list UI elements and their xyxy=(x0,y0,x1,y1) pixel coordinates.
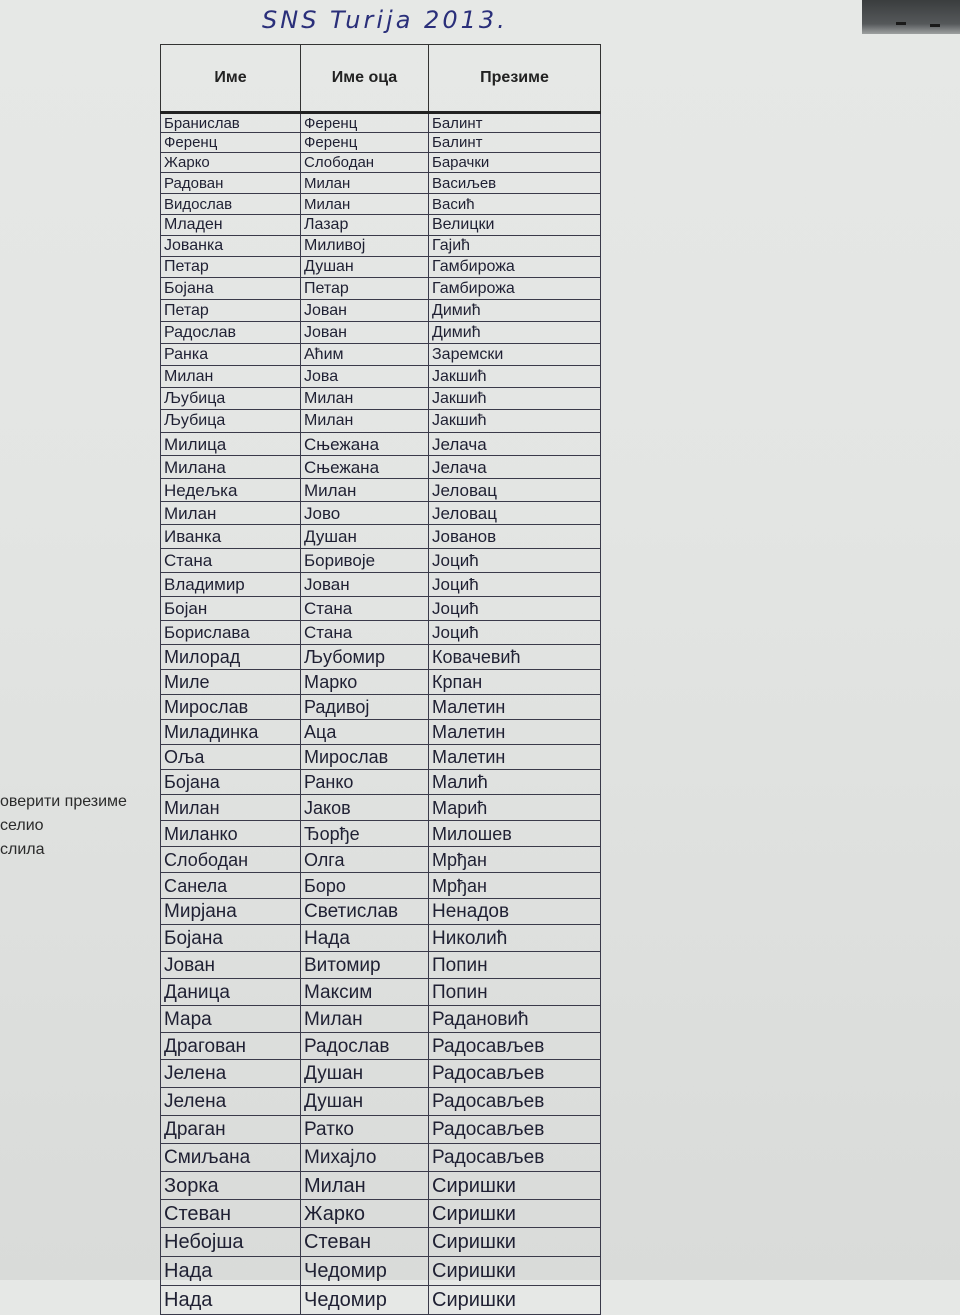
father-name-cell: Ранко xyxy=(301,770,429,795)
table-row xyxy=(161,456,601,479)
table-row xyxy=(161,1172,601,1200)
side-notes xyxy=(0,790,160,862)
father-name-cell: Лазар xyxy=(301,215,429,236)
surname-cell: Радосављев xyxy=(429,1033,601,1060)
surname-cell: Марић xyxy=(429,795,601,821)
father-name-cell: Милан xyxy=(301,194,429,215)
table-row xyxy=(161,573,601,597)
first-name-cell: Нада xyxy=(161,1257,301,1286)
first-name-cell: Љубица xyxy=(161,388,301,410)
surname-cell: Радановић xyxy=(429,1006,601,1033)
first-name-cell: Милан xyxy=(161,795,301,821)
surname-cell: Радосављев xyxy=(429,1116,601,1144)
surname-cell: Јоцић xyxy=(429,573,601,597)
first-name-cell: Бојана xyxy=(161,925,301,952)
father-name-cell: Радивој xyxy=(301,695,429,720)
father-name-cell: Стана xyxy=(301,597,429,621)
first-name-cell: Смиљана xyxy=(161,1144,301,1172)
first-name-cell: Љубица xyxy=(161,410,301,433)
father-name-cell: Чедомир xyxy=(301,1286,429,1315)
header-row xyxy=(161,45,601,113)
surname-cell: Крпан xyxy=(429,670,601,695)
table-row xyxy=(161,952,601,979)
first-name-cell: Санела xyxy=(161,873,301,899)
first-name-cell: Миланко xyxy=(161,821,301,847)
father-name-cell: Ференц xyxy=(301,133,429,153)
table-row xyxy=(161,215,601,236)
surname-cell: Јелача xyxy=(429,456,601,479)
father-name-cell: Милан xyxy=(301,410,429,433)
corner-mark xyxy=(930,24,940,27)
dark-background-corner xyxy=(862,0,960,34)
father-name-cell: Јован xyxy=(301,300,429,322)
table-row xyxy=(161,1257,601,1286)
surname-cell: Ковачевић xyxy=(429,645,601,670)
table-row xyxy=(161,621,601,645)
father-name-cell: Светислав xyxy=(301,899,429,925)
surname-cell: Сиришки xyxy=(429,1257,601,1286)
surname-cell: Јоцић xyxy=(429,621,601,645)
first-name-cell: Мирослав xyxy=(161,695,301,720)
first-name-cell: Иванка xyxy=(161,525,301,549)
table-row xyxy=(161,821,601,847)
surname-cell: Јоцић xyxy=(429,549,601,573)
father-name-cell: Душан xyxy=(301,257,429,278)
surname-cell: Гамбирожа xyxy=(429,278,601,300)
table-row xyxy=(161,847,601,873)
father-name-cell: Радослав xyxy=(301,1033,429,1060)
table-row xyxy=(161,366,601,388)
surname-cell: Сиришки xyxy=(429,1172,601,1200)
father-name-cell: Олга xyxy=(301,847,429,873)
first-name-cell: Јелена xyxy=(161,1060,301,1088)
table-row xyxy=(161,344,601,366)
father-name-cell: Нада xyxy=(301,925,429,952)
first-name-cell: Зорка xyxy=(161,1172,301,1200)
father-name-cell: Сњежана xyxy=(301,456,429,479)
father-name-cell: Душан xyxy=(301,1060,429,1088)
first-name-cell: Радован xyxy=(161,173,301,194)
table-row xyxy=(161,1144,601,1172)
table-row xyxy=(161,1006,601,1033)
first-name-cell: Бојан xyxy=(161,597,301,621)
table-row xyxy=(161,153,601,173)
table-row xyxy=(161,1200,601,1228)
surname-cell: Малетин xyxy=(429,695,601,720)
father-name-cell: Сњежана xyxy=(301,433,429,456)
surname-cell: Јоцић xyxy=(429,597,601,621)
first-name-cell: Јован xyxy=(161,952,301,979)
surname-cell: Попин xyxy=(429,979,601,1006)
column-header-father-name: Име оца xyxy=(301,45,429,113)
column-header-first-name: Име xyxy=(161,45,301,113)
father-name-cell: Милан xyxy=(301,1006,429,1033)
first-name-cell: Младен xyxy=(161,215,301,236)
surname-cell: Димић xyxy=(429,322,601,344)
table-row xyxy=(161,133,601,153)
table-row xyxy=(161,257,601,278)
first-name-cell: Милица xyxy=(161,433,301,456)
surname-cell: Попин xyxy=(429,952,601,979)
father-name-cell: Аћим xyxy=(301,344,429,366)
roster-table xyxy=(160,44,601,1315)
first-name-cell: Мирјана xyxy=(161,899,301,925)
table-row xyxy=(161,795,601,821)
surname-cell: Сиришки xyxy=(429,1228,601,1257)
table-row xyxy=(161,720,601,745)
father-name-cell: Стана xyxy=(301,621,429,645)
surname-cell: Николић xyxy=(429,925,601,952)
father-name-cell: Стеван xyxy=(301,1228,429,1257)
first-name-cell: Небојша xyxy=(161,1228,301,1257)
table-row xyxy=(161,173,601,194)
first-name-cell: Милана xyxy=(161,456,301,479)
first-name-cell: Радослав xyxy=(161,322,301,344)
table-row xyxy=(161,873,601,899)
father-name-cell: Боривоје xyxy=(301,549,429,573)
father-name-cell: Јован xyxy=(301,573,429,597)
roster-body xyxy=(161,113,601,1315)
first-name-cell: Бојана xyxy=(161,278,301,300)
surname-cell: Сиришки xyxy=(429,1286,601,1315)
table-row xyxy=(161,597,601,621)
table-row xyxy=(161,410,601,433)
table-row xyxy=(161,899,601,925)
corner-mark xyxy=(896,22,906,25)
first-name-cell: Бранислав xyxy=(161,113,301,133)
first-name-cell: Ференц xyxy=(161,133,301,153)
father-name-cell: Мирослав xyxy=(301,745,429,770)
side-note: селио xyxy=(0,817,44,834)
table-row xyxy=(161,745,601,770)
surname-cell: Мрђан xyxy=(429,847,601,873)
surname-cell: Ненадов xyxy=(429,899,601,925)
father-name-cell: Михајло xyxy=(301,1144,429,1172)
first-name-cell: Миладинка xyxy=(161,720,301,745)
first-name-cell: Владимир xyxy=(161,573,301,597)
surname-cell: Велицки xyxy=(429,215,601,236)
first-name-cell: Стана xyxy=(161,549,301,573)
father-name-cell: Ратко xyxy=(301,1116,429,1144)
table-row xyxy=(161,1116,601,1144)
table-row xyxy=(161,388,601,410)
father-name-cell: Душан xyxy=(301,1088,429,1116)
father-name-cell: Милан xyxy=(301,479,429,502)
first-name-cell: Јелена xyxy=(161,1088,301,1116)
table-row xyxy=(161,670,601,695)
first-name-cell: Милан xyxy=(161,502,301,525)
table-row xyxy=(161,979,601,1006)
table-row xyxy=(161,194,601,215)
father-name-cell: Миливој xyxy=(301,236,429,257)
first-name-cell: Жарко xyxy=(161,153,301,173)
table-row xyxy=(161,645,601,670)
first-name-cell: Недељка xyxy=(161,479,301,502)
first-name-cell: Петар xyxy=(161,300,301,322)
table-row xyxy=(161,1033,601,1060)
side-note: оверити презиме xyxy=(0,793,127,810)
first-name-cell: Борислава xyxy=(161,621,301,645)
surname-cell: Мрђан xyxy=(429,873,601,899)
table-row xyxy=(161,322,601,344)
father-name-cell: Жарко xyxy=(301,1200,429,1228)
table-row xyxy=(161,113,601,133)
surname-cell: Сиришки xyxy=(429,1200,601,1228)
surname-cell: Милошев xyxy=(429,821,601,847)
father-name-cell: Душан xyxy=(301,525,429,549)
surname-cell: Јакшић xyxy=(429,366,601,388)
surname-cell: Васић xyxy=(429,194,601,215)
first-name-cell: Оља xyxy=(161,745,301,770)
first-name-cell: Петар xyxy=(161,257,301,278)
side-note: слила xyxy=(0,841,45,858)
surname-cell: Заремски xyxy=(429,344,601,366)
father-name-cell: Петар xyxy=(301,278,429,300)
table-row xyxy=(161,525,601,549)
surname-cell: Балинт xyxy=(429,133,601,153)
column-header-surname: Презиме xyxy=(429,45,601,113)
first-name-cell: Стеван xyxy=(161,1200,301,1228)
first-name-cell: Ранка xyxy=(161,344,301,366)
father-name-cell: Јова xyxy=(301,366,429,388)
table-row xyxy=(161,278,601,300)
father-name-cell: Милан xyxy=(301,173,429,194)
surname-cell: Гајић xyxy=(429,236,601,257)
surname-cell: Васиљев xyxy=(429,173,601,194)
father-name-cell: Ђорђе xyxy=(301,821,429,847)
table-row xyxy=(161,549,601,573)
first-name-cell: Драган xyxy=(161,1116,301,1144)
first-name-cell: Видослав xyxy=(161,194,301,215)
surname-cell: Јеловац xyxy=(429,479,601,502)
father-name-cell: Милан xyxy=(301,388,429,410)
first-name-cell: Милан xyxy=(161,366,301,388)
surname-cell: Малетин xyxy=(429,720,601,745)
table-row xyxy=(161,236,601,257)
father-name-cell: Слободан xyxy=(301,153,429,173)
table-row xyxy=(161,1286,601,1315)
father-name-cell: Витомир xyxy=(301,952,429,979)
surname-cell: Барачки xyxy=(429,153,601,173)
table-row xyxy=(161,502,601,525)
surname-cell: Балинт xyxy=(429,113,601,133)
father-name-cell: Максим xyxy=(301,979,429,1006)
first-name-cell: Миле xyxy=(161,670,301,695)
first-name-cell: Бојана xyxy=(161,770,301,795)
father-name-cell: Аца xyxy=(301,720,429,745)
table-row xyxy=(161,925,601,952)
first-name-cell: Милорад xyxy=(161,645,301,670)
father-name-cell: Љубомир xyxy=(301,645,429,670)
father-name-cell: Марко xyxy=(301,670,429,695)
surname-cell: Малић xyxy=(429,770,601,795)
table-row xyxy=(161,1088,601,1116)
surname-cell: Јелача xyxy=(429,433,601,456)
first-name-cell: Јованка xyxy=(161,236,301,257)
surname-cell: Радосављев xyxy=(429,1088,601,1116)
surname-cell: Радосављев xyxy=(429,1144,601,1172)
surname-cell: Радосављев xyxy=(429,1060,601,1088)
table-row xyxy=(161,770,601,795)
table-row xyxy=(161,479,601,502)
table-row xyxy=(161,300,601,322)
table-row xyxy=(161,433,601,456)
father-name-cell: Јаков xyxy=(301,795,429,821)
surname-cell: Димић xyxy=(429,300,601,322)
surname-cell: Јакшић xyxy=(429,410,601,433)
table-row xyxy=(161,1228,601,1257)
surname-cell: Малетин xyxy=(429,745,601,770)
father-name-cell: Ференц xyxy=(301,113,429,133)
surname-cell: Јакшић xyxy=(429,388,601,410)
first-name-cell: Даница xyxy=(161,979,301,1006)
first-name-cell: Нада xyxy=(161,1286,301,1315)
surname-cell: Јованов xyxy=(429,525,601,549)
table-row xyxy=(161,695,601,720)
father-name-cell: Милан xyxy=(301,1172,429,1200)
first-name-cell: Мара xyxy=(161,1006,301,1033)
surname-cell: Гамбирожа xyxy=(429,257,601,278)
first-name-cell: Слободан xyxy=(161,847,301,873)
father-name-cell: Јово xyxy=(301,502,429,525)
table-row xyxy=(161,1060,601,1088)
handwritten-title: SNS Turija 2013. xyxy=(262,6,508,34)
father-name-cell: Јован xyxy=(301,322,429,344)
first-name-cell: Драгован xyxy=(161,1033,301,1060)
father-name-cell: Чедомир xyxy=(301,1257,429,1286)
father-name-cell: Боро xyxy=(301,873,429,899)
surname-cell: Јеловац xyxy=(429,502,601,525)
